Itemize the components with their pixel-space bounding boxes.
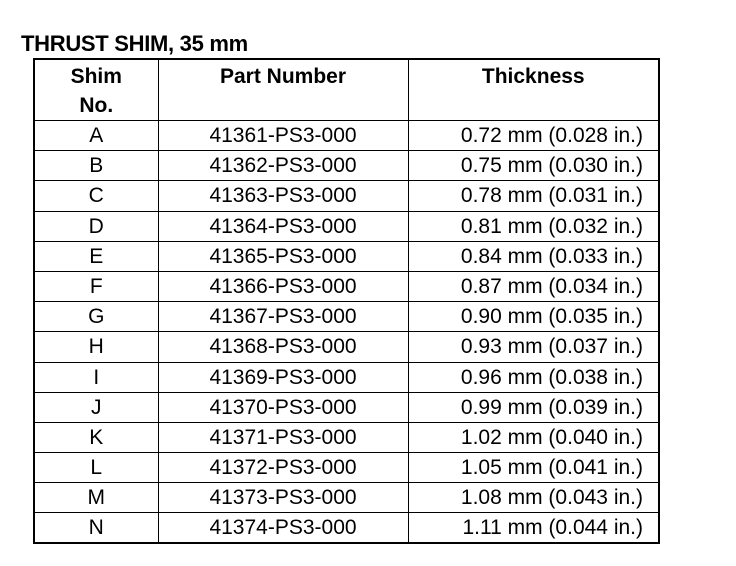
cell-shim-no: G [34,302,158,332]
cell-shim-no: F [34,271,158,301]
table-row [34,271,659,301]
cell-thickness: 0.96 mm (0.038 in.) [408,362,659,392]
table-header [34,59,659,121]
cell-part-number: 41372-PS3-000 [158,453,408,483]
cell-shim-no: N [34,513,158,544]
cell-thickness: 1.02 mm (0.040 in.) [408,422,659,452]
cell-shim-no: H [34,332,158,362]
cell-part-number: 41363-PS3-000 [158,181,408,211]
header-thickness: Thickness [408,59,659,121]
cell-part-number: 41374-PS3-000 [158,513,408,544]
header-shim-no-line1: Shim [70,65,122,88]
table-row [34,483,659,513]
table-row [34,422,659,452]
table-row [34,302,659,332]
cell-part-number: 41366-PS3-000 [158,271,408,301]
cell-shim-no: C [34,181,158,211]
table-row [34,151,659,181]
header-part-number: Part Number [158,59,408,121]
cell-thickness: 0.84 mm (0.033 in.) [408,241,659,271]
cell-thickness: 0.72 mm (0.028 in.) [408,121,659,151]
table-row [34,332,659,362]
cell-thickness: 0.93 mm (0.037 in.) [408,332,659,362]
table-row [34,211,659,241]
document-title: THRUST SHIM, 35 mm [21,31,248,56]
header-row [34,59,659,121]
table-body [34,121,659,544]
cell-shim-no: L [34,453,158,483]
cell-shim-no: I [34,362,158,392]
cell-shim-no: E [34,241,158,271]
cell-part-number: 41362-PS3-000 [158,151,408,181]
cell-part-number: 41365-PS3-000 [158,241,408,271]
cell-shim-no: A [34,121,158,151]
cell-shim-no: J [34,392,158,422]
cell-thickness: 0.87 mm (0.034 in.) [408,271,659,301]
cell-thickness: 1.08 mm (0.043 in.) [408,483,659,513]
cell-part-number: 41371-PS3-000 [158,422,408,452]
header-shim-no [34,59,158,121]
table-row [34,362,659,392]
cell-shim-no: M [34,483,158,513]
table-row [34,241,659,271]
cell-shim-no: D [34,211,158,241]
table-row [34,181,659,211]
cell-part-number: 41370-PS3-000 [158,392,408,422]
cell-thickness: 1.11 mm (0.044 in.) [408,513,659,544]
cell-shim-no: K [34,422,158,452]
cell-part-number: 41369-PS3-000 [158,362,408,392]
table-row [34,121,659,151]
cell-thickness: 0.99 mm (0.039 in.) [408,392,659,422]
header-shim-no-line2: No. [79,94,114,117]
thrust-shim-table [33,58,660,544]
cell-part-number: 41368-PS3-000 [158,332,408,362]
cell-thickness: 0.78 mm (0.031 in.) [408,181,659,211]
table-row [34,392,659,422]
table-row [34,513,659,544]
cell-part-number: 41361-PS3-000 [158,121,408,151]
cell-shim-no: B [34,151,158,181]
cell-part-number: 41367-PS3-000 [158,302,408,332]
cell-part-number: 41364-PS3-000 [158,211,408,241]
cell-thickness: 0.75 mm (0.030 in.) [408,151,659,181]
cell-thickness: 0.81 mm (0.032 in.) [408,211,659,241]
cell-thickness: 0.90 mm (0.035 in.) [408,302,659,332]
table-row [34,453,659,483]
cell-part-number: 41373-PS3-000 [158,483,408,513]
cell-thickness: 1.05 mm (0.041 in.) [408,453,659,483]
